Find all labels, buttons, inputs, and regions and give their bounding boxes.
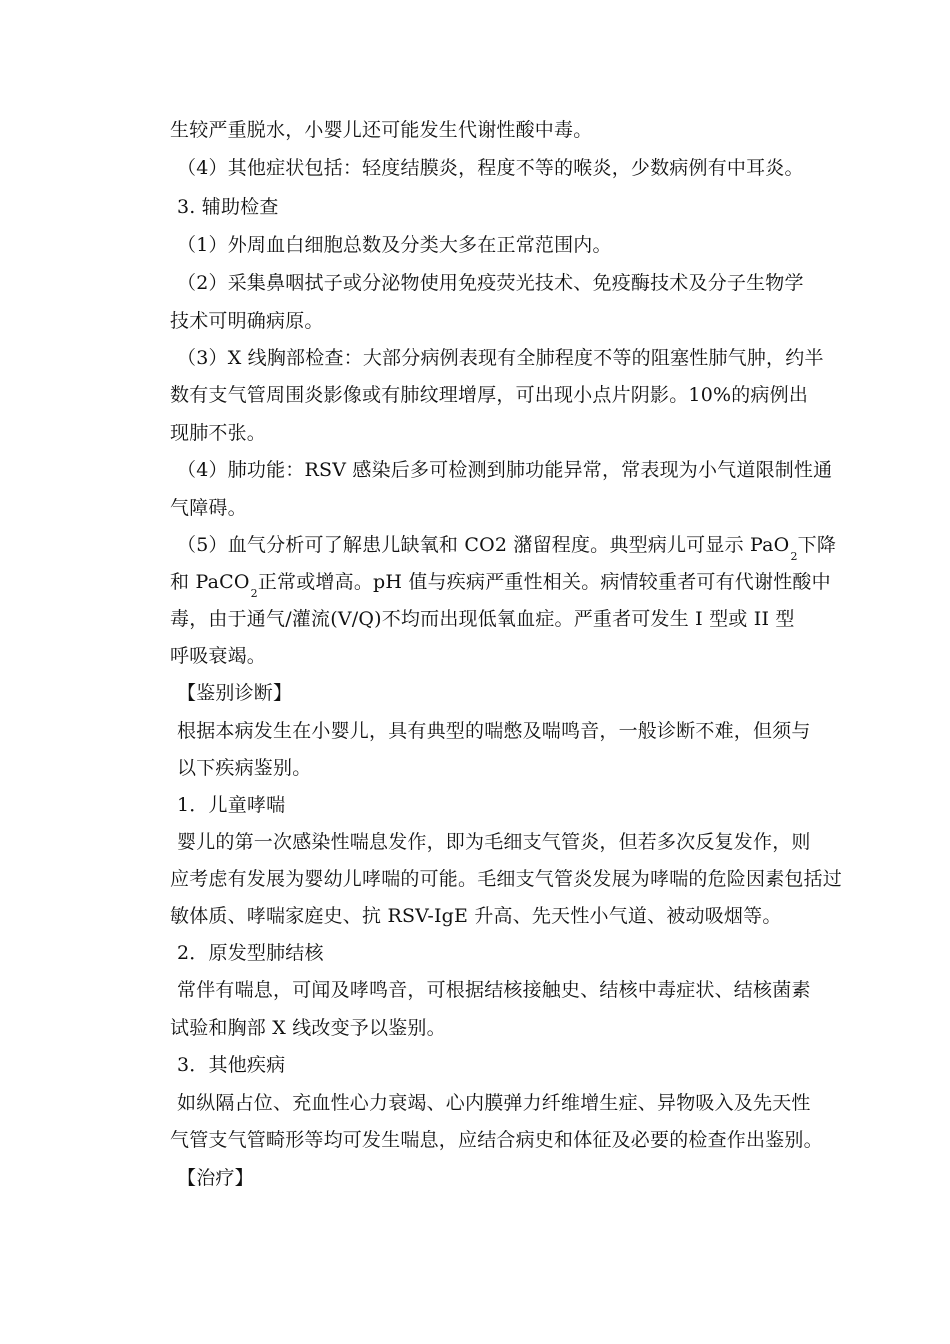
paragraph-line: 常伴有喘息，可闻及哮鸣音，可根据结核接触史、结核中毒症状、结核菌素	[177, 979, 811, 1001]
section-heading: 【治疗】	[177, 1167, 254, 1189]
text-run: 正常或增高。pH 值与疾病严重性相关。病情较重者可有代谢性酸中	[257, 571, 831, 593]
text-run: 下降	[797, 534, 837, 556]
paragraph-line: （4）肺功能：RSV 感染后多可检测到肺功能异常，常表现为小气道限制性通	[177, 459, 833, 481]
paragraph-line: 应考虑有发展为婴幼儿哮喘的可能。毛细支气管炎发展为哮喘的危险因素包括过	[170, 868, 843, 890]
paragraph-line: 根据本病发生在小婴儿，具有典型的喘憋及喘鸣音，一般诊断不难，但须与	[177, 720, 811, 742]
paragraph-line: 以下疾病鉴别。	[177, 757, 312, 779]
paragraph-line: 毒，由于通气/灌流(V/Q)不均而出现低氧血症。严重者可发生 I 型或 II 型	[170, 608, 795, 630]
subscript: 2	[250, 587, 258, 600]
paragraph-line: （3）X 线胸部检查：大部分病例表现有全肺程度不等的阻塞性肺气肿，约半	[177, 347, 824, 369]
paragraph-line: 如纵隔占位、充血性心力衰竭、心内膜弹力纤维增生症、异物吸入及先天性	[177, 1092, 811, 1114]
paragraph-line: 试验和胸部 X 线改变予以鉴别。	[170, 1017, 446, 1039]
paragraph-line: （2）采集鼻咽拭子或分泌物使用免疫荧光技术、免疫酶技术及分子生物学	[177, 272, 804, 294]
subscript: 2	[790, 550, 798, 563]
paragraph-line: 呼吸衰竭。	[170, 645, 267, 667]
sub-heading: 3．其他疾病	[177, 1054, 286, 1076]
section-heading: 【鉴别诊断】	[177, 682, 293, 704]
section-heading: 3. 辅助检查	[177, 196, 279, 218]
paragraph-line: 敏体质、哮喘家庭史、抗 RSV-IgE 升高、先天性小气道、被动吸烟等。	[170, 905, 782, 927]
paragraph-line: 数有支气管周围炎影像或有肺纹理增厚，可出现小点片阴影。10%的病例出	[170, 384, 809, 406]
paragraph-line	[177, 533, 950, 569]
paragraph-line: （4）其他症状包括：轻度结膜炎，程度不等的喉炎，少数病例有中耳炎。	[177, 157, 804, 179]
paragraph-line: 气障碍。	[170, 497, 247, 519]
paragraph-line: 婴儿的第一次感染性喘息发作，即为毛细支气管炎，但若多次反复发作，则	[177, 831, 811, 853]
paragraph-line: 生较严重脱水，小婴儿还可能发生代谢性酸中毒。	[170, 119, 593, 141]
paragraph-line: 气管支气管畸形等均可发生喘息，应结合病史和体征及必要的检查作出鉴别。	[170, 1129, 823, 1151]
paragraph-line: （1）外周血白细胞总数及分类大多在正常范围内。	[177, 234, 612, 256]
sub-heading: 1．儿童哮喘	[177, 794, 286, 816]
paragraph-line	[170, 570, 950, 606]
sub-heading: 2．原发型肺结核	[177, 942, 324, 964]
text-run: 和 PaCO	[170, 571, 250, 593]
paragraph-line: 现肺不张。	[170, 422, 267, 444]
text-run: （5）血气分析可了解患儿缺氧和 CO2 潴留程度。典型病儿可显示 PaO	[177, 534, 790, 556]
paragraph-line: 技术可明确病原。	[170, 310, 324, 332]
